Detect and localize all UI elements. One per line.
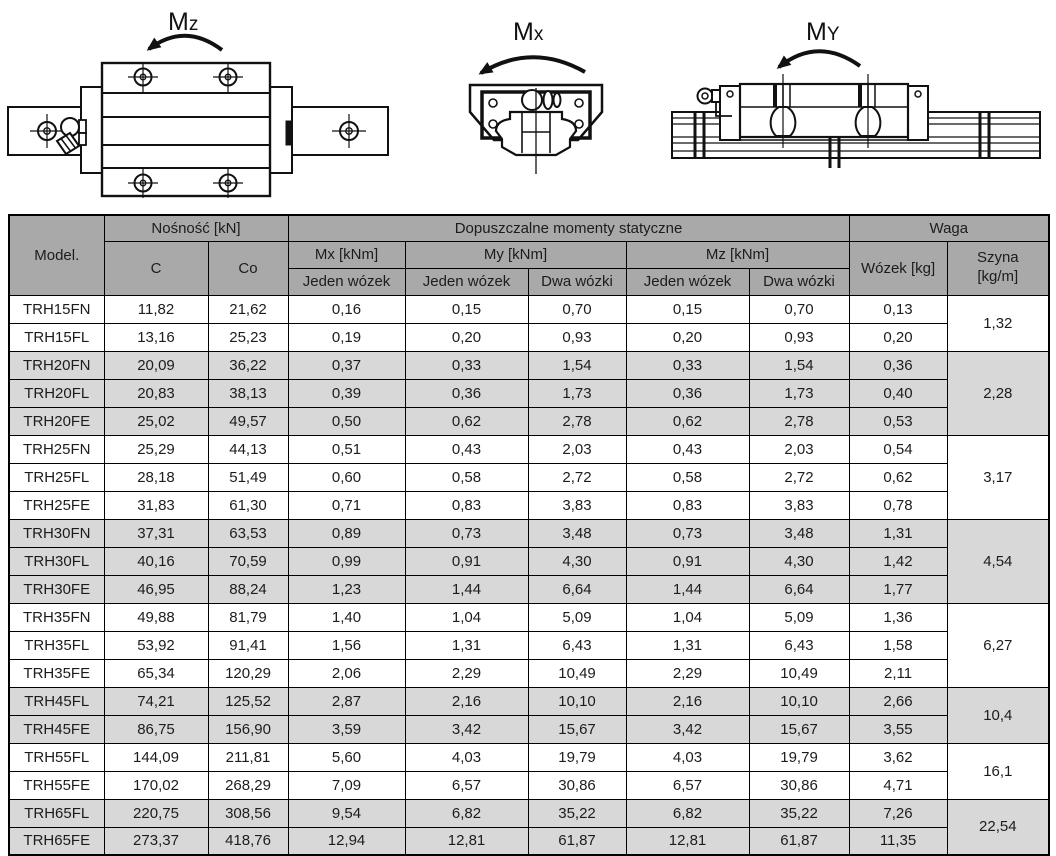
cell-co: 211,81 <box>208 743 288 771</box>
table-row <box>9 435 1049 463</box>
cell-mx-jeden: 0,99 <box>288 547 405 575</box>
cell-model: TRH20FE <box>9 407 104 435</box>
cell-my-jeden: 0,83 <box>405 491 528 519</box>
figure-mz-top-view <box>0 0 420 214</box>
cell-mz-jeden: 1,04 <box>626 603 749 631</box>
cell-my-jeden: 1,04 <box>405 603 528 631</box>
cell-my-dwa: 0,70 <box>528 295 626 323</box>
cell-wozek: 3,62 <box>849 743 947 771</box>
cell-mz-jeden: 6,57 <box>626 771 749 799</box>
cell-wozek: 1,42 <box>849 547 947 575</box>
cell-szyna: 1,32 <box>947 295 1049 351</box>
table-row <box>9 687 1049 715</box>
cell-mz-dwa: 10,49 <box>749 659 849 687</box>
table-row <box>9 295 1049 323</box>
cell-model: TRH65FE <box>9 827 104 855</box>
table-row <box>9 407 1049 435</box>
cell-my-jeden: 0,20 <box>405 323 528 351</box>
table-row <box>9 323 1049 351</box>
cell-szyna: 22,54 <box>947 799 1049 855</box>
cell-model: TRH35FL <box>9 631 104 659</box>
cell-co: 44,13 <box>208 435 288 463</box>
header-mx-jeden-wozek: Jeden wózek <box>288 268 405 295</box>
cell-c: 13,16 <box>104 323 208 351</box>
cell-wozek: 4,71 <box>849 771 947 799</box>
cell-c: 74,21 <box>104 687 208 715</box>
cell-my-dwa: 0,93 <box>528 323 626 351</box>
cell-wozek: 0,78 <box>849 491 947 519</box>
cell-szyna: 6,27 <box>947 603 1049 687</box>
cell-mz-jeden: 0,36 <box>626 379 749 407</box>
cell-c: 46,95 <box>104 575 208 603</box>
cell-my-jeden: 0,43 <box>405 435 528 463</box>
cell-co: 21,62 <box>208 295 288 323</box>
cell-my-dwa: 6,64 <box>528 575 626 603</box>
cell-mx-jeden: 1,23 <box>288 575 405 603</box>
cell-c: 11,82 <box>104 295 208 323</box>
cell-my-dwa: 61,87 <box>528 827 626 855</box>
cell-c: 25,02 <box>104 407 208 435</box>
table-row <box>9 743 1049 771</box>
cell-mz-dwa: 6,64 <box>749 575 849 603</box>
cell-model: TRH25FE <box>9 491 104 519</box>
cell-my-dwa: 30,86 <box>528 771 626 799</box>
cell-model: TRH30FL <box>9 547 104 575</box>
cell-mx-jeden: 9,54 <box>288 799 405 827</box>
cell-co: 91,41 <box>208 631 288 659</box>
header-my-dwa-wozki: Dwa wózki <box>528 268 626 295</box>
cell-co: 125,52 <box>208 687 288 715</box>
figure-mx-front-view <box>420 0 670 214</box>
cell-mz-dwa: 15,67 <box>749 715 849 743</box>
figure-my-side-view <box>670 0 1056 214</box>
cell-my-dwa: 2,03 <box>528 435 626 463</box>
moment-arrow-mz <box>149 8 222 50</box>
cell-co: 70,59 <box>208 547 288 575</box>
cell-mz-dwa: 30,86 <box>749 771 849 799</box>
cell-mz-dwa: 1,54 <box>749 351 849 379</box>
cell-my-dwa: 6,43 <box>528 631 626 659</box>
cell-mz-dwa: 4,30 <box>749 547 849 575</box>
cell-mz-jeden: 1,31 <box>626 631 749 659</box>
cell-wozek: 1,36 <box>849 603 947 631</box>
cell-my-jeden: 6,57 <box>405 771 528 799</box>
cell-co: 81,79 <box>208 603 288 631</box>
cell-mz-dwa: 5,09 <box>749 603 849 631</box>
moment-arrow-my <box>779 18 860 67</box>
cell-mz-jeden: 0,73 <box>626 519 749 547</box>
cell-c: 273,37 <box>104 827 208 855</box>
cell-co: 38,13 <box>208 379 288 407</box>
cell-my-jeden: 0,33 <box>405 351 528 379</box>
cell-wozek: 3,55 <box>849 715 947 743</box>
cell-mz-jeden: 0,15 <box>626 295 749 323</box>
table-row <box>9 715 1049 743</box>
cell-model: TRH35FN <box>9 603 104 631</box>
cell-c: 31,83 <box>104 491 208 519</box>
cell-mz-jeden: 0,62 <box>626 407 749 435</box>
cell-szyna: 10,4 <box>947 687 1049 743</box>
cell-my-dwa: 1,73 <box>528 379 626 407</box>
cell-my-dwa: 3,48 <box>528 519 626 547</box>
cell-mx-jeden: 1,40 <box>288 603 405 631</box>
cell-mx-jeden: 1,56 <box>288 631 405 659</box>
cell-my-jeden: 2,29 <box>405 659 528 687</box>
cell-wozek: 11,35 <box>849 827 947 855</box>
cell-model: TRH65FL <box>9 799 104 827</box>
cell-mz-jeden: 0,33 <box>626 351 749 379</box>
cell-mx-jeden: 0,37 <box>288 351 405 379</box>
cell-my-dwa: 35,22 <box>528 799 626 827</box>
cell-co: 120,29 <box>208 659 288 687</box>
table-row <box>9 827 1049 855</box>
cell-c: 20,83 <box>104 379 208 407</box>
cell-wozek: 0,20 <box>849 323 947 351</box>
cell-mz-dwa: 19,79 <box>749 743 849 771</box>
cell-wozek: 2,11 <box>849 659 947 687</box>
figure-label-my: MY <box>806 18 840 46</box>
cell-mz-dwa: 2,72 <box>749 463 849 491</box>
cell-mx-jeden: 3,59 <box>288 715 405 743</box>
header-waga: Waga <box>849 215 1049 241</box>
cell-mz-jeden: 0,58 <box>626 463 749 491</box>
cell-c: 86,75 <box>104 715 208 743</box>
cell-wozek: 0,62 <box>849 463 947 491</box>
cell-model: TRH20FN <box>9 351 104 379</box>
cell-mx-jeden: 0,39 <box>288 379 405 407</box>
cell-szyna: 16,1 <box>947 743 1049 799</box>
header-szyna-kgm: Szyna [kg/m] <box>947 241 1049 295</box>
cell-mx-jeden: 0,60 <box>288 463 405 491</box>
cell-mx-jeden: 0,50 <box>288 407 405 435</box>
cell-model: TRH25FN <box>9 435 104 463</box>
cell-mx-jeden: 7,09 <box>288 771 405 799</box>
figure-label-mz: Mz <box>168 8 199 36</box>
cell-my-dwa: 2,78 <box>528 407 626 435</box>
cell-my-jeden: 1,31 <box>405 631 528 659</box>
cell-mz-dwa: 3,83 <box>749 491 849 519</box>
cell-c: 53,92 <box>104 631 208 659</box>
cell-c: 170,02 <box>104 771 208 799</box>
cell-co: 268,29 <box>208 771 288 799</box>
table-row <box>9 379 1049 407</box>
cell-my-jeden: 2,16 <box>405 687 528 715</box>
cell-mx-jeden: 0,51 <box>288 435 405 463</box>
cell-c: 20,09 <box>104 351 208 379</box>
cell-co: 308,56 <box>208 799 288 827</box>
cell-co: 61,30 <box>208 491 288 519</box>
cell-mz-dwa: 1,73 <box>749 379 849 407</box>
header-c: C <box>104 241 208 295</box>
header-co: Co <box>208 241 288 295</box>
cell-co: 36,22 <box>208 351 288 379</box>
header-mx: Mx [kNm] <box>288 241 405 268</box>
table-body <box>9 295 1049 855</box>
cell-mz-dwa: 6,43 <box>749 631 849 659</box>
cell-mx-jeden: 5,60 <box>288 743 405 771</box>
cell-model: TRH45FE <box>9 715 104 743</box>
cell-mz-dwa: 3,48 <box>749 519 849 547</box>
cell-mx-jeden: 0,16 <box>288 295 405 323</box>
cell-co: 25,23 <box>208 323 288 351</box>
figure-label-mx: Mx <box>513 18 544 46</box>
table-row <box>9 463 1049 491</box>
cell-my-jeden: 4,03 <box>405 743 528 771</box>
cell-model: TRH35FE <box>9 659 104 687</box>
cell-mz-dwa: 2,78 <box>749 407 849 435</box>
cell-model: TRH45FL <box>9 687 104 715</box>
cell-my-jeden: 1,44 <box>405 575 528 603</box>
cell-mx-jeden: 2,87 <box>288 687 405 715</box>
cell-c: 49,88 <box>104 603 208 631</box>
cell-my-dwa: 19,79 <box>528 743 626 771</box>
cell-mx-jeden: 0,71 <box>288 491 405 519</box>
cell-model: TRH20FL <box>9 379 104 407</box>
cell-model: TRH25FL <box>9 463 104 491</box>
cell-model: TRH30FN <box>9 519 104 547</box>
cell-mx-jeden: 0,19 <box>288 323 405 351</box>
cell-mz-jeden: 2,29 <box>626 659 749 687</box>
cell-wozek: 0,54 <box>849 435 947 463</box>
cell-mz-dwa: 0,93 <box>749 323 849 351</box>
table-row <box>9 547 1049 575</box>
cell-my-dwa: 10,49 <box>528 659 626 687</box>
cell-my-jeden: 6,82 <box>405 799 528 827</box>
cell-model: TRH15FN <box>9 295 104 323</box>
cell-mz-jeden: 12,81 <box>626 827 749 855</box>
header-mz-jeden-wozek: Jeden wózek <box>626 268 749 295</box>
cell-my-jeden: 3,42 <box>405 715 528 743</box>
cell-mz-jeden: 0,20 <box>626 323 749 351</box>
cell-c: 220,75 <box>104 799 208 827</box>
cell-my-jeden: 0,73 <box>405 519 528 547</box>
cell-wozek: 0,36 <box>849 351 947 379</box>
cell-mx-jeden: 0,89 <box>288 519 405 547</box>
header-momenty: Dopuszczalne momenty statyczne <box>288 215 849 241</box>
header-model: Model. <box>9 215 104 295</box>
cell-model: TRH55FL <box>9 743 104 771</box>
cell-mz-jeden: 0,43 <box>626 435 749 463</box>
cell-szyna: 4,54 <box>947 519 1049 603</box>
cell-mz-jeden: 3,42 <box>626 715 749 743</box>
table-row <box>9 799 1049 827</box>
header-mz: Mz [kNm] <box>626 241 849 268</box>
cell-my-jeden: 0,15 <box>405 295 528 323</box>
cell-mz-dwa: 35,22 <box>749 799 849 827</box>
table-row <box>9 771 1049 799</box>
table-header <box>9 215 1049 295</box>
cell-wozek: 7,26 <box>849 799 947 827</box>
cell-mz-jeden: 1,44 <box>626 575 749 603</box>
cell-wozek: 1,58 <box>849 631 947 659</box>
cell-my-dwa: 5,09 <box>528 603 626 631</box>
table-row <box>9 491 1049 519</box>
cell-my-dwa: 3,83 <box>528 491 626 519</box>
cell-co: 63,53 <box>208 519 288 547</box>
cell-mz-jeden: 0,83 <box>626 491 749 519</box>
header-my-jeden-wozek: Jeden wózek <box>405 268 528 295</box>
cell-mz-jeden: 0,91 <box>626 547 749 575</box>
cell-wozek: 2,66 <box>849 687 947 715</box>
carriage <box>81 62 292 198</box>
cell-co: 156,90 <box>208 715 288 743</box>
cell-wozek: 1,31 <box>849 519 947 547</box>
cell-my-dwa: 2,72 <box>528 463 626 491</box>
cell-mz-jeden: 6,82 <box>626 799 749 827</box>
cell-mz-dwa: 10,10 <box>749 687 849 715</box>
table-row <box>9 519 1049 547</box>
header-wozek-kg: Wózek [kg] <box>849 241 947 295</box>
table-row <box>9 631 1049 659</box>
cell-my-dwa: 1,54 <box>528 351 626 379</box>
cell-my-jeden: 0,36 <box>405 379 528 407</box>
cell-wozek: 1,77 <box>849 575 947 603</box>
header-my: My [kNm] <box>405 241 626 268</box>
cell-mz-jeden: 2,16 <box>626 687 749 715</box>
cell-wozek: 0,13 <box>849 295 947 323</box>
carriage-side <box>720 74 928 148</box>
cell-c: 37,31 <box>104 519 208 547</box>
cell-c: 28,18 <box>104 463 208 491</box>
cell-c: 144,09 <box>104 743 208 771</box>
cell-szyna: 3,17 <box>947 435 1049 519</box>
moment-arrow-mx <box>481 18 585 73</box>
cell-c: 25,29 <box>104 435 208 463</box>
cell-my-jeden: 12,81 <box>405 827 528 855</box>
cell-co: 51,49 <box>208 463 288 491</box>
cell-c: 65,34 <box>104 659 208 687</box>
cell-mx-jeden: 12,94 <box>288 827 405 855</box>
cell-my-jeden: 0,91 <box>405 547 528 575</box>
cell-mz-dwa: 61,87 <box>749 827 849 855</box>
cell-wozek: 0,40 <box>849 379 947 407</box>
cell-my-dwa: 10,10 <box>528 687 626 715</box>
header-nosnosc: Nośność [kN] <box>104 215 288 241</box>
cell-mx-jeden: 2,06 <box>288 659 405 687</box>
header-mz-dwa-wozki: Dwa wózki <box>749 268 849 295</box>
cell-my-dwa: 15,67 <box>528 715 626 743</box>
cell-c: 40,16 <box>104 547 208 575</box>
cell-mz-dwa: 2,03 <box>749 435 849 463</box>
moment-diagrams <box>0 0 1056 214</box>
cell-co: 49,57 <box>208 407 288 435</box>
table-row <box>9 603 1049 631</box>
cell-co: 418,76 <box>208 827 288 855</box>
cell-model: TRH55FE <box>9 771 104 799</box>
table-row <box>9 351 1049 379</box>
cell-model: TRH15FL <box>9 323 104 351</box>
cell-my-dwa: 4,30 <box>528 547 626 575</box>
table-row <box>9 575 1049 603</box>
cell-szyna: 2,28 <box>947 351 1049 435</box>
cell-my-jeden: 0,58 <box>405 463 528 491</box>
spec-table <box>8 214 1050 856</box>
cell-mz-jeden: 4,03 <box>626 743 749 771</box>
cell-wozek: 0,53 <box>849 407 947 435</box>
cell-my-jeden: 0,62 <box>405 407 528 435</box>
cell-model: TRH30FE <box>9 575 104 603</box>
table-row <box>9 659 1049 687</box>
cell-co: 88,24 <box>208 575 288 603</box>
cell-mz-dwa: 0,70 <box>749 295 849 323</box>
